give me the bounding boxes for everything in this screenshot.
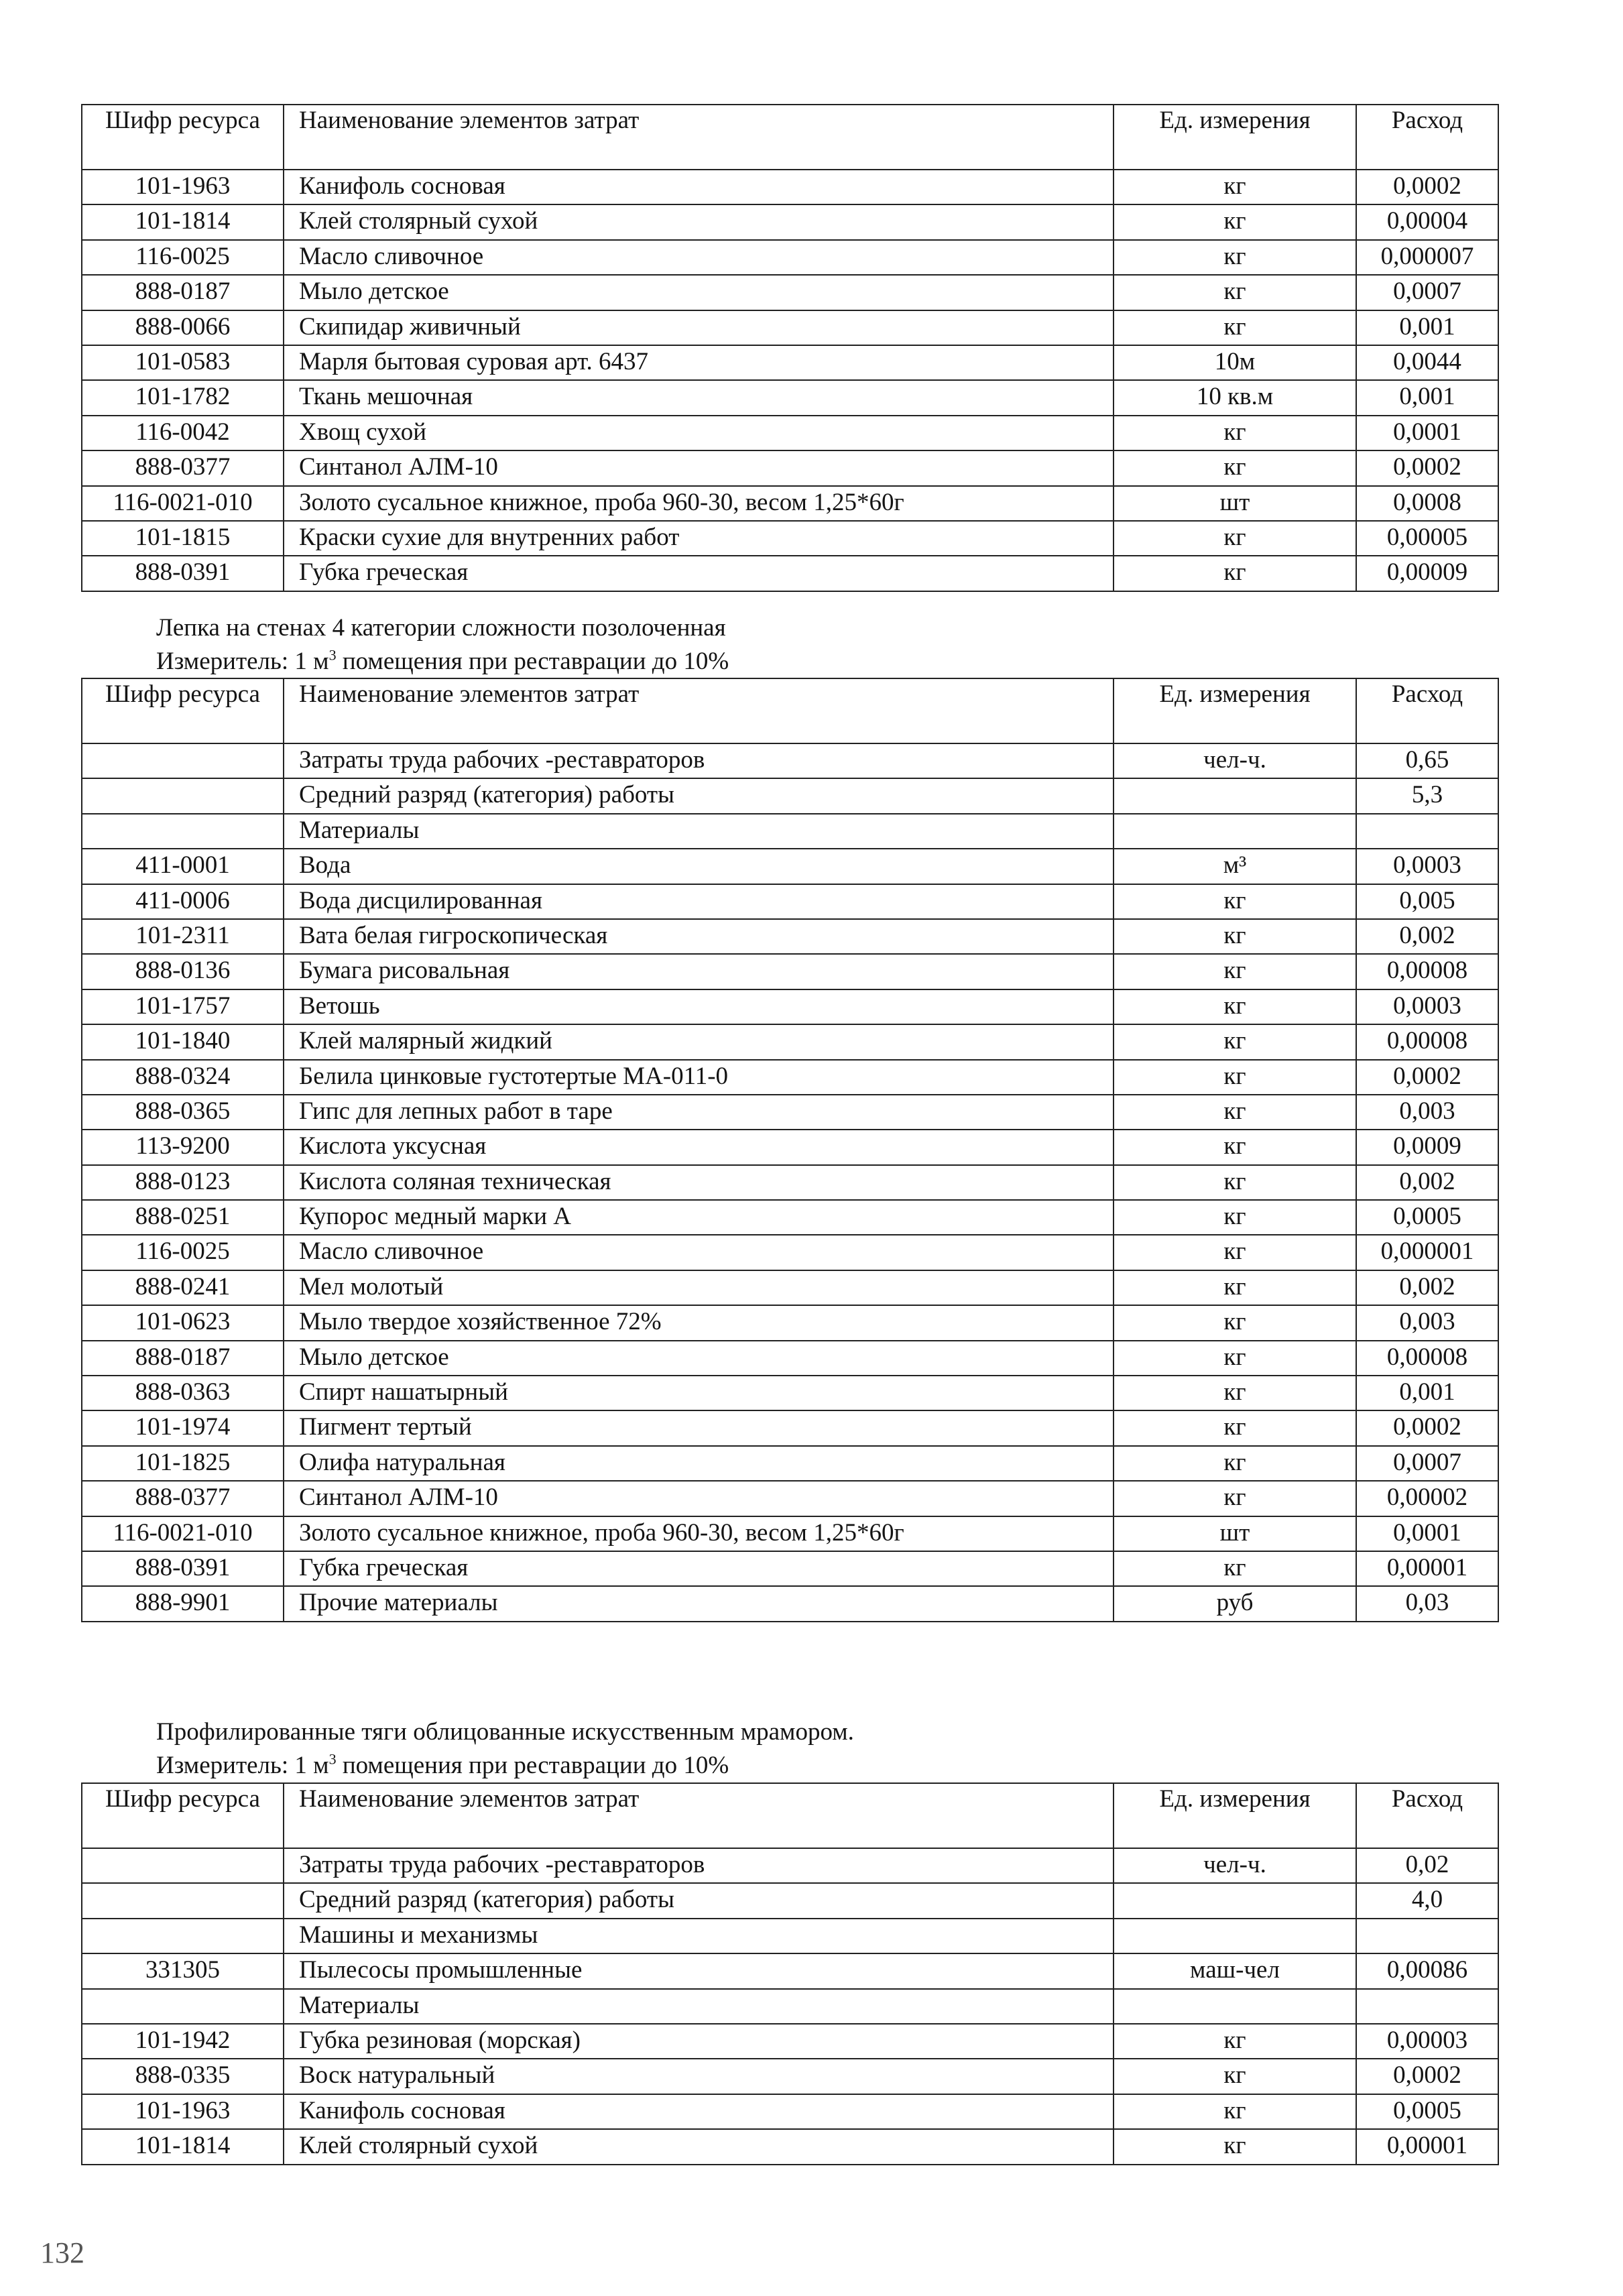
resource-code: 888-0377	[82, 1481, 284, 1516]
unit-of-measure: кг	[1114, 989, 1356, 1024]
consumption-value: 0,00009	[1356, 556, 1498, 591]
resource-code: 331305	[82, 1953, 284, 1988]
unit-of-measure: кг	[1114, 1305, 1356, 1340]
resource-code: 101-2311	[82, 919, 284, 954]
resource-name: Клей малярный жидкий	[284, 1024, 1114, 1059]
resource-name: Синтанол АЛМ-10	[284, 1481, 1114, 1516]
consumption-value: 0,0005	[1356, 1200, 1498, 1235]
unit-of-measure: кг	[1114, 1341, 1356, 1376]
resource-name: Краски сухие для внутренних работ	[284, 521, 1114, 556]
unit-of-measure: кг	[1114, 2059, 1356, 2094]
header-code: Шифр ресурса	[82, 105, 284, 170]
resource-code: 888-0187	[82, 1341, 284, 1376]
table-row	[82, 1481, 1498, 1516]
table-row	[82, 1410, 1498, 1445]
consumption-value: 0,00008	[1356, 1341, 1498, 1376]
header-code: Шифр ресурса	[82, 1783, 284, 1848]
consumption-value: 0,0002	[1356, 170, 1498, 204]
resource-code: 116-0042	[82, 416, 284, 450]
unit-of-measure: кг	[1114, 2094, 1356, 2129]
resource-code: 411-0001	[82, 849, 284, 884]
consumption-value: 0,002	[1356, 919, 1498, 954]
consumption-value: 0,00008	[1356, 1024, 1498, 1059]
unit-of-measure: кг	[1114, 275, 1356, 310]
resource-name: Пылесосы промышленные	[284, 1953, 1114, 1988]
resource-code: 888-9901	[82, 1586, 284, 1621]
resource-code: 888-0136	[82, 954, 284, 989]
resource-name: Затраты труда рабочих -реставраторов	[284, 1848, 1114, 1883]
resource-code: 113-9200	[82, 1130, 284, 1164]
unit-of-measure: кг	[1114, 204, 1356, 239]
consumption-value: 0,001	[1356, 1376, 1498, 1410]
unit-of-measure	[1114, 1883, 1356, 1918]
table-row	[82, 1165, 1498, 1200]
table-row	[82, 2094, 1498, 2129]
unit-of-measure	[1114, 1919, 1356, 1953]
resource-code: 116-0021-010	[82, 1516, 284, 1551]
unit-of-measure: кг	[1114, 2024, 1356, 2059]
header-qty: Расход	[1356, 105, 1498, 170]
unit-of-measure: кг	[1114, 521, 1356, 556]
resource-code	[82, 778, 284, 813]
consumption-value: 0,0003	[1356, 849, 1498, 884]
consumption-value: 4,0	[1356, 1883, 1498, 1918]
resource-name: Машины и механизмы	[284, 1919, 1114, 1953]
unit-of-measure: кг	[1114, 919, 1356, 954]
resource-name: Губка резиновая (морская)	[284, 2024, 1114, 2059]
resource-name: Золото сусальное книжное, проба 960-30, весом 1,25*60г	[284, 1516, 1114, 1551]
resource-name: Клей столярный сухой	[284, 204, 1114, 239]
consumption-value: 0,0007	[1356, 1446, 1498, 1481]
resource-table-3	[81, 1783, 1499, 2165]
resource-name: Губка греческая	[284, 556, 1114, 591]
unit-of-measure: кг	[1114, 1551, 1356, 1586]
table-row	[82, 521, 1498, 556]
table-row	[82, 1305, 1498, 1340]
unit-of-measure: кг	[1114, 1410, 1356, 1445]
consumption-value: 0,0005	[1356, 2094, 1498, 2129]
unit-of-measure: кг	[1114, 1446, 1356, 1481]
table-row	[82, 1516, 1498, 1551]
unit-of-measure: кг	[1114, 2129, 1356, 2164]
consumption-value: 0,00003	[1356, 2024, 1498, 2059]
resource-code: 101-1825	[82, 1446, 284, 1481]
table-row	[82, 2129, 1498, 2164]
resource-name: Марля бытовая суровая арт. 6437	[284, 345, 1114, 380]
resource-code: 888-0251	[82, 1200, 284, 1235]
unit-of-measure: кг	[1114, 884, 1356, 919]
resource-name: Губка греческая	[284, 1551, 1114, 1586]
resource-name: Вода	[284, 849, 1114, 884]
resource-code: 101-1974	[82, 1410, 284, 1445]
consumption-value: 0,0003	[1356, 989, 1498, 1024]
resource-code: 116-0025	[82, 1235, 284, 1270]
resource-code	[82, 814, 284, 849]
unit-of-measure: кг	[1114, 1200, 1356, 1235]
unit-of-measure: чел-ч.	[1114, 1848, 1356, 1883]
resource-name: Воск натуральный	[284, 2059, 1114, 2094]
resource-name: Канифоль сосновая	[284, 170, 1114, 204]
unit-of-measure	[1114, 814, 1356, 849]
table-row	[82, 1095, 1498, 1130]
table-row	[82, 1446, 1498, 1481]
table-row	[82, 1200, 1498, 1235]
unit-of-measure: м³	[1114, 849, 1356, 884]
table-row	[82, 1341, 1498, 1376]
resource-code: 411-0006	[82, 884, 284, 919]
consumption-value: 0,001	[1356, 380, 1498, 415]
resource-code	[82, 1989, 284, 2024]
unit-of-measure: кг	[1114, 416, 1356, 450]
consumption-value: 0,0009	[1356, 1130, 1498, 1164]
resource-code	[82, 1919, 284, 1953]
unit-of-measure: кг	[1114, 1165, 1356, 1200]
resource-code: 888-0391	[82, 1551, 284, 1586]
unit-of-measure: маш-чел	[1114, 1953, 1356, 1988]
table-row	[82, 240, 1498, 275]
resource-code: 888-0335	[82, 2059, 284, 2094]
consumption-value	[1356, 1919, 1498, 1953]
unit-of-measure	[1114, 778, 1356, 813]
consumption-value: 0,003	[1356, 1305, 1498, 1340]
resource-name: Кислота уксусная	[284, 1130, 1114, 1164]
table-row	[82, 1848, 1498, 1883]
resource-name: Кислота соляная техническая	[284, 1165, 1114, 1200]
resource-code: 101-1757	[82, 989, 284, 1024]
consumption-value: 0,02	[1356, 1848, 1498, 1883]
consumption-value: 0,00004	[1356, 204, 1498, 239]
resource-code: 101-0583	[82, 345, 284, 380]
consumption-value: 0,003	[1356, 1095, 1498, 1130]
resource-name: Материалы	[284, 814, 1114, 849]
resource-table-2	[81, 678, 1499, 1622]
consumption-value: 0,00001	[1356, 1551, 1498, 1586]
table-row	[82, 1376, 1498, 1410]
table-row	[82, 1953, 1498, 1988]
unit-of-measure	[1114, 1989, 1356, 2024]
table-row	[82, 1235, 1498, 1270]
table-row	[82, 486, 1498, 521]
header-unit: Ед. измерения	[1114, 1783, 1356, 1848]
consumption-value: 0,00008	[1356, 954, 1498, 989]
unit-of-measure: шт	[1114, 1516, 1356, 1551]
table-row	[82, 345, 1498, 380]
resource-code: 888-0066	[82, 310, 284, 345]
consumption-value: 0,0002	[1356, 1060, 1498, 1095]
table-row	[82, 2024, 1498, 2059]
resource-code: 888-0241	[82, 1270, 284, 1305]
resource-name: Средний разряд (категория) работы	[284, 1883, 1114, 1918]
resource-name: Материалы	[284, 1989, 1114, 2024]
unit-of-measure: кг	[1114, 1235, 1356, 1270]
resource-name: Пигмент тертый	[284, 1410, 1114, 1445]
table-row	[82, 170, 1498, 204]
consumption-value: 0,0044	[1356, 345, 1498, 380]
table-row	[82, 2059, 1498, 2094]
header-qty: Расход	[1356, 678, 1498, 743]
unit-of-measure: кг	[1114, 954, 1356, 989]
resource-name: Прочие материалы	[284, 1586, 1114, 1621]
table-row	[82, 556, 1498, 591]
table-row	[82, 849, 1498, 884]
header-unit: Ед. измерения	[1114, 105, 1356, 170]
resource-name: Бумага рисовальная	[284, 954, 1114, 989]
unit-of-measure: кг	[1114, 1095, 1356, 1130]
table-row	[82, 1883, 1498, 1918]
resource-name: Олифа натуральная	[284, 1446, 1114, 1481]
resource-name: Вата белая гигроскопическая	[284, 919, 1114, 954]
resource-name: Скипидар живичный	[284, 310, 1114, 345]
resource-name: Клей столярный сухой	[284, 2129, 1114, 2164]
unit-of-measure: кг	[1114, 310, 1356, 345]
resource-code: 888-0123	[82, 1165, 284, 1200]
resource-code: 101-1814	[82, 2129, 284, 2164]
consumption-value: 0,005	[1356, 884, 1498, 919]
header-name: Наименование элементов затрат	[284, 1783, 1114, 1848]
unit-of-measure: кг	[1114, 450, 1356, 485]
table-row	[82, 204, 1498, 239]
table-header-row	[82, 678, 1498, 743]
resource-name: Купорос медный марки А	[284, 1200, 1114, 1235]
resource-code: 101-1782	[82, 380, 284, 415]
table-row	[82, 884, 1498, 919]
table-row	[82, 450, 1498, 485]
resource-code: 888-0365	[82, 1095, 284, 1130]
consumption-value: 0,002	[1356, 1165, 1498, 1200]
section-3-measure: Измеритель: 1 $м^3$ помещения при реставрации до 10%	[156, 1750, 729, 1779]
consumption-value: 0,00005	[1356, 521, 1498, 556]
section-2-title: Лепка на стенах 4 категории сложности позолоченная	[156, 614, 726, 642]
unit-of-measure: кг	[1114, 1376, 1356, 1410]
table-row	[82, 275, 1498, 310]
resource-name: Ветошь	[284, 989, 1114, 1024]
unit-of-measure: кг	[1114, 240, 1356, 275]
resource-name: Мел молотый	[284, 1270, 1114, 1305]
resource-name: Затраты труда рабочих -реставраторов	[284, 743, 1114, 778]
consumption-value	[1356, 814, 1498, 849]
header-name: Наименование элементов затрат	[284, 105, 1114, 170]
resource-code: 888-0187	[82, 275, 284, 310]
resource-name: Канифоль сосновая	[284, 2094, 1114, 2129]
consumption-value: 0,000001	[1356, 1235, 1498, 1270]
consumption-value: 0,0001	[1356, 1516, 1498, 1551]
resource-name: Синтанол АЛМ-10	[284, 450, 1114, 485]
consumption-value: 0,0002	[1356, 2059, 1498, 2094]
resource-code: 888-0363	[82, 1376, 284, 1410]
header-code: Шифр ресурса	[82, 678, 284, 743]
unit-of-measure: 10м	[1114, 345, 1356, 380]
consumption-value: 0,00002	[1356, 1481, 1498, 1516]
table-row	[82, 1989, 1498, 2024]
table-row	[82, 1551, 1498, 1586]
consumption-value: 0,000007	[1356, 240, 1498, 275]
resource-name: Спирт нашатырный	[284, 1376, 1114, 1410]
table-row	[82, 1586, 1498, 1621]
unit-of-measure: кг	[1114, 1060, 1356, 1095]
resource-name: Гипс для лепных работ в таре	[284, 1095, 1114, 1130]
resource-code: 101-1942	[82, 2024, 284, 2059]
consumption-value: 0,00086	[1356, 1953, 1498, 1988]
resource-code: 101-1814	[82, 204, 284, 239]
consumption-value: 0,002	[1356, 1270, 1498, 1305]
table-row	[82, 1060, 1498, 1095]
unit-of-measure: 10 кв.м	[1114, 380, 1356, 415]
consumption-value: 0,0008	[1356, 486, 1498, 521]
resource-code: 101-0623	[82, 1305, 284, 1340]
resource-code	[82, 1883, 284, 1918]
resource-code: 116-0025	[82, 240, 284, 275]
consumption-value: 5,3	[1356, 778, 1498, 813]
unit-of-measure: кг	[1114, 1130, 1356, 1164]
unit-of-measure: руб	[1114, 1586, 1356, 1621]
resource-code: 888-0324	[82, 1060, 284, 1095]
table-row	[82, 1024, 1498, 1059]
resource-code	[82, 1848, 284, 1883]
resource-name: Средний разряд (категория) работы	[284, 778, 1114, 813]
consumption-value: 0,0001	[1356, 416, 1498, 450]
resource-name: Хвощ сухой	[284, 416, 1114, 450]
resource-code: 101-1963	[82, 2094, 284, 2129]
resource-code: 101-1963	[82, 170, 284, 204]
table-row	[82, 778, 1498, 813]
resource-code: 101-1815	[82, 521, 284, 556]
table-row	[82, 919, 1498, 954]
resource-name: Ткань мешочная	[284, 380, 1114, 415]
section-2-measure: Измеритель: 1 $м^3$ помещения при реставрации до 10%	[156, 646, 729, 675]
consumption-value: 0,65	[1356, 743, 1498, 778]
resource-code: 101-1840	[82, 1024, 284, 1059]
unit-of-measure: кг	[1114, 170, 1356, 204]
header-unit: Ед. измерения	[1114, 678, 1356, 743]
resource-code	[82, 743, 284, 778]
table-row	[82, 1270, 1498, 1305]
unit-of-measure: кг	[1114, 1270, 1356, 1305]
unit-of-measure: кг	[1114, 1481, 1356, 1516]
table-header-row	[82, 1783, 1498, 1848]
page-number: 132	[40, 2236, 84, 2269]
table-header-row	[82, 105, 1498, 170]
unit-of-measure: чел-ч.	[1114, 743, 1356, 778]
resource-name: Мыло твердое хозяйственное 72%	[284, 1305, 1114, 1340]
resource-code: 116-0021-010	[82, 486, 284, 521]
table-row	[82, 1130, 1498, 1164]
consumption-value	[1356, 1989, 1498, 2024]
consumption-value: 0,0002	[1356, 450, 1498, 485]
table-row	[82, 954, 1498, 989]
table-row	[82, 380, 1498, 415]
header-qty: Расход	[1356, 1783, 1498, 1848]
resource-code: 888-0391	[82, 556, 284, 591]
resource-name: Золото сусальное книжное, проба 960-30, весом 1,25*60г	[284, 486, 1114, 521]
table-row	[82, 743, 1498, 778]
consumption-value: 0,0007	[1356, 275, 1498, 310]
resource-name: Мыло детское	[284, 1341, 1114, 1376]
table-row	[82, 416, 1498, 450]
table-row	[82, 989, 1498, 1024]
unit-of-measure: шт	[1114, 486, 1356, 521]
header-name: Наименование элементов затрат	[284, 678, 1114, 743]
resource-name: Белила цинковые густотертые МА-011-0	[284, 1060, 1114, 1095]
resource-name: Вода дисцилированная	[284, 884, 1114, 919]
resource-name: Масло сливочное	[284, 1235, 1114, 1270]
table-row	[82, 814, 1498, 849]
resource-name: Мыло детское	[284, 275, 1114, 310]
resource-code: 888-0377	[82, 450, 284, 485]
table-row	[82, 310, 1498, 345]
section-3-title: Профилированные тяги облицованные искусственным мрамором.	[156, 1718, 854, 1746]
consumption-value: 0,00001	[1356, 2129, 1498, 2164]
unit-of-measure: кг	[1114, 556, 1356, 591]
table-row	[82, 1919, 1498, 1953]
consumption-value: 0,03	[1356, 1586, 1498, 1621]
unit-of-measure: кг	[1114, 1024, 1356, 1059]
resource-name: Масло сливочное	[284, 240, 1114, 275]
consumption-value: 0,001	[1356, 310, 1498, 345]
resource-table-1	[81, 104, 1499, 592]
consumption-value: 0,0002	[1356, 1410, 1498, 1445]
